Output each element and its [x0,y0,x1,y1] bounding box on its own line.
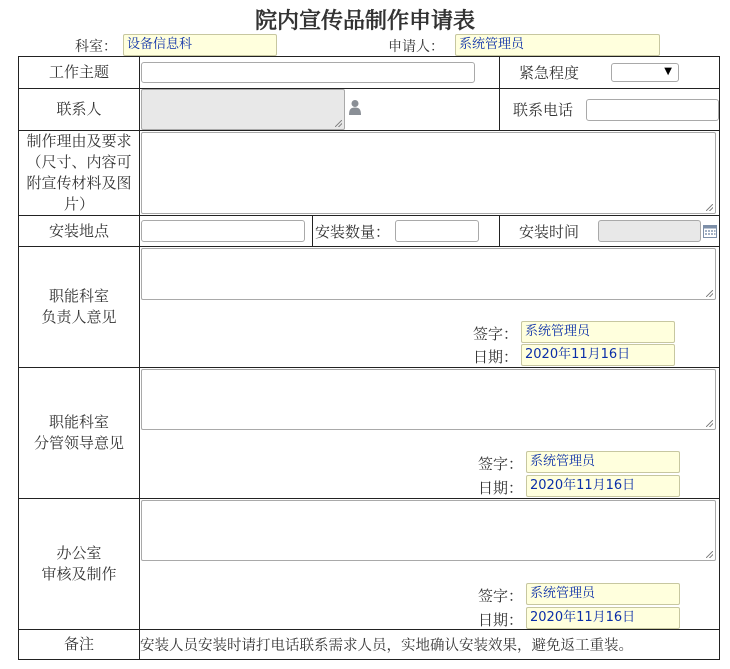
row-work-topic [19,57,720,89]
row-opinion-2 [19,368,720,499]
sign-label: 签字： [478,587,524,605]
date-label: 日期： [478,479,524,497]
date-field[interactable]: 2020年11月16日 [526,607,680,629]
install-location-input[interactable] [141,220,305,242]
chevron-down-icon: ▼ [664,66,672,77]
row-reason [19,131,720,216]
applicant-label: 申请人： [388,39,444,55]
sign-field[interactable]: 系统管理员 [526,583,680,605]
work-topic-input[interactable] [141,62,475,83]
opinion-label [19,499,140,630]
reason-label: 制作理由及要求（尺寸、内容可附宣传材料及图片） [19,131,140,216]
row-install [19,216,720,247]
opinion-label-line1: 办公室 [56,544,102,562]
date-field[interactable]: 2020年11月16日 [526,475,680,497]
dept-field[interactable]: 设备信息科 [123,34,277,56]
opinion-textarea[interactable] [141,500,716,561]
applicant-field[interactable]: 系统管理员 [455,34,660,56]
opinion-label-line1: 职能科室 [48,287,109,305]
opinion-label-line2: 审核及制作 [41,565,117,583]
opinion-label-line1: 职能科室 [48,413,109,431]
work-topic-label: 工作主题 [19,57,140,89]
contact-phone-input[interactable] [586,99,719,121]
sign-field[interactable]: 系统管理员 [521,321,675,343]
row-contact [19,89,720,131]
request-form-table [18,56,720,660]
sign-label: 签字： [478,455,524,473]
reason-textarea[interactable] [141,132,716,214]
opinion-textarea[interactable] [141,369,716,430]
urgency-select[interactable] [611,63,679,82]
row-opinion-3 [19,499,720,630]
remark-label: 备注 [19,630,140,660]
date-label: 日期： [478,611,524,629]
opinion-label [19,247,140,368]
remark-text: 安装人员安装时请打电话联系需求人员，实地确认安装效果，避免返工重装。 [140,630,720,660]
person-icon[interactable] [348,99,362,115]
contact-phone-label: 联系电话 [512,101,573,119]
opinion-label-line2: 负责人意见 [41,308,117,326]
install-qty-input[interactable] [395,220,479,242]
date-label: 日期： [473,348,519,366]
calendar-icon[interactable] [703,224,717,238]
opinion-label-line2: 分管领导意见 [33,434,124,452]
opinion-label [19,368,140,499]
sign-field[interactable]: 系统管理员 [526,451,680,473]
urgency-label: 紧急程度 [518,64,579,82]
row-remark [19,630,720,660]
date-field[interactable]: 2020年11月16日 [521,344,675,366]
install-location-label: 安装地点 [19,216,140,247]
install-time-label: 安装时间 [518,222,579,241]
install-time-input[interactable] [598,220,701,242]
contact-label: 联系人 [19,89,140,131]
page-title: 院内宣传品制作申请表 [254,9,475,34]
dept-label: 科室： [75,39,117,55]
row-opinion-1 [19,247,720,368]
sign-label: 签字： [473,325,519,343]
install-qty-label: 安装数量： [315,222,391,241]
contact-textarea[interactable] [141,89,345,130]
opinion-textarea[interactable] [141,248,716,300]
